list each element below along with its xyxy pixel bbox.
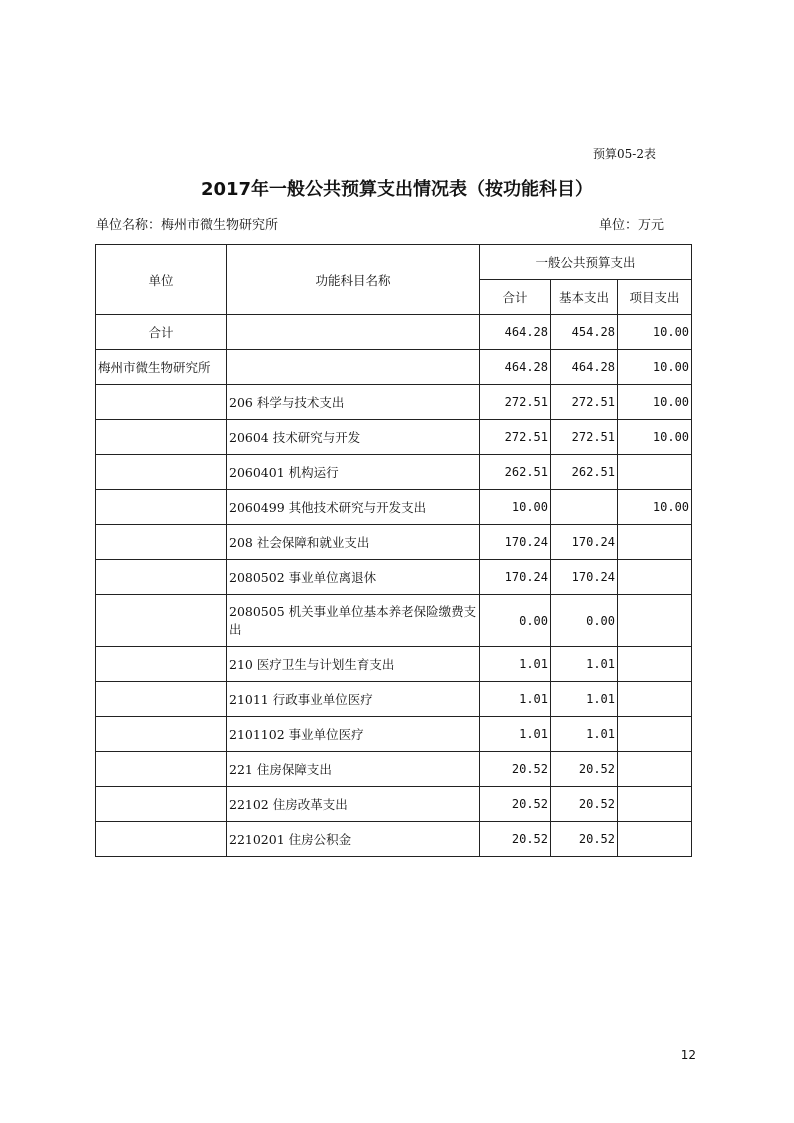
row-unit: [96, 752, 227, 787]
row-project: 10.00: [618, 420, 692, 455]
table-row: [96, 455, 692, 490]
row-basic: 272.51: [551, 420, 618, 455]
header-subject: 功能科目名称: [227, 245, 480, 315]
table-row: [96, 315, 692, 350]
row-total: 20.52: [480, 752, 551, 787]
row-unit: [96, 420, 227, 455]
row-subject: 208 社会保障和就业支出: [227, 525, 480, 560]
table-row: [96, 525, 692, 560]
row-subject: [227, 315, 480, 350]
row-total: 272.51: [480, 420, 551, 455]
row-basic: 0.00: [551, 595, 618, 647]
table-row: [96, 385, 692, 420]
row-subject: 2060401 机构运行: [227, 455, 480, 490]
row-total: 1.01: [480, 717, 551, 752]
row-total: 464.28: [480, 315, 551, 350]
row-unit: [96, 787, 227, 822]
header-total: 合计: [480, 280, 551, 315]
row-subject: 2060499 其他技术研究与开发支出: [227, 490, 480, 525]
row-basic: 1.01: [551, 647, 618, 682]
row-basic: 170.24: [551, 560, 618, 595]
row-total: 262.51: [480, 455, 551, 490]
row-project: 10.00: [618, 315, 692, 350]
row-total: 20.52: [480, 822, 551, 857]
row-total: 0.00: [480, 595, 551, 647]
row-project: [618, 752, 692, 787]
row-unit: 合计: [96, 315, 227, 350]
row-basic: 1.01: [551, 717, 618, 752]
row-unit: [96, 822, 227, 857]
row-basic: 272.51: [551, 385, 618, 420]
row-project: [618, 822, 692, 857]
row-total: 1.01: [480, 682, 551, 717]
row-subject: 2080505 机关事业单位基本养老保险缴费支出: [227, 595, 480, 647]
table-row: [96, 350, 692, 385]
row-total: 170.24: [480, 525, 551, 560]
table-row: [96, 787, 692, 822]
table-row: [96, 647, 692, 682]
row-subject: 221 住房保障支出: [227, 752, 480, 787]
row-subject: 210 医疗卫生与计划生育支出: [227, 647, 480, 682]
row-subject: 2210201 住房公积金: [227, 822, 480, 857]
form-number: 预算05-2表: [593, 147, 656, 161]
row-unit: 梅州市微生物研究所: [96, 350, 227, 385]
row-project: [618, 787, 692, 822]
row-project: 10.00: [618, 350, 692, 385]
row-subject: [227, 350, 480, 385]
row-basic: 262.51: [551, 455, 618, 490]
header-project: 项目支出: [618, 280, 692, 315]
table-row: [96, 490, 692, 525]
row-subject: 21011 行政事业单位医疗: [227, 682, 480, 717]
row-total: 10.00: [480, 490, 551, 525]
row-project: [618, 682, 692, 717]
row-unit: [96, 560, 227, 595]
row-basic: 454.28: [551, 315, 618, 350]
row-unit: [96, 595, 227, 647]
header-basic: 基本支出: [551, 280, 618, 315]
row-total: 170.24: [480, 560, 551, 595]
row-basic: 20.52: [551, 752, 618, 787]
table-row: [96, 752, 692, 787]
row-project: [618, 560, 692, 595]
row-basic: 20.52: [551, 787, 618, 822]
table-row: [96, 560, 692, 595]
row-total: 20.52: [480, 787, 551, 822]
table-row: [96, 682, 692, 717]
page-title: 2017年一般公共预算支出情况表（按功能科目）: [200, 179, 594, 200]
page-number: 12: [680, 1048, 696, 1062]
row-subject: 2080502 事业单位离退休: [227, 560, 480, 595]
row-basic: 464.28: [551, 350, 618, 385]
row-project: [618, 647, 692, 682]
row-project: 10.00: [618, 490, 692, 525]
currency-unit-label: 单位：万元: [598, 218, 664, 233]
row-project: 10.00: [618, 385, 692, 420]
row-total: 272.51: [480, 385, 551, 420]
row-basic: 170.24: [551, 525, 618, 560]
row-project: [618, 717, 692, 752]
row-total: 1.01: [480, 647, 551, 682]
header-general-budget: 一般公共预算支出: [480, 245, 692, 280]
row-unit: [96, 525, 227, 560]
row-unit: [96, 717, 227, 752]
header-row-top: [96, 245, 692, 280]
row-unit: [96, 490, 227, 525]
row-project: [618, 525, 692, 560]
row-unit: [96, 455, 227, 490]
row-subject: 22102 住房改革支出: [227, 787, 480, 822]
row-project: [618, 455, 692, 490]
table-row: [96, 822, 692, 857]
row-project: [618, 595, 692, 647]
row-subject: 206 科学与技术支出: [227, 385, 480, 420]
row-unit: [96, 385, 227, 420]
table-row: [96, 717, 692, 752]
row-subject: 20604 技术研究与开发: [227, 420, 480, 455]
table-row: [96, 420, 692, 455]
row-total: 464.28: [480, 350, 551, 385]
row-subject: 2101102 事业单位医疗: [227, 717, 480, 752]
row-unit: [96, 682, 227, 717]
row-unit: [96, 647, 227, 682]
row-basic: 1.01: [551, 682, 618, 717]
budget-table: [95, 244, 692, 857]
table-row: [96, 595, 692, 647]
row-basic: [551, 490, 618, 525]
header-unit: 单位: [96, 245, 227, 315]
unit-name-label: 单位名称：梅州市微生物研究所: [96, 218, 279, 233]
row-basic: 20.52: [551, 822, 618, 857]
